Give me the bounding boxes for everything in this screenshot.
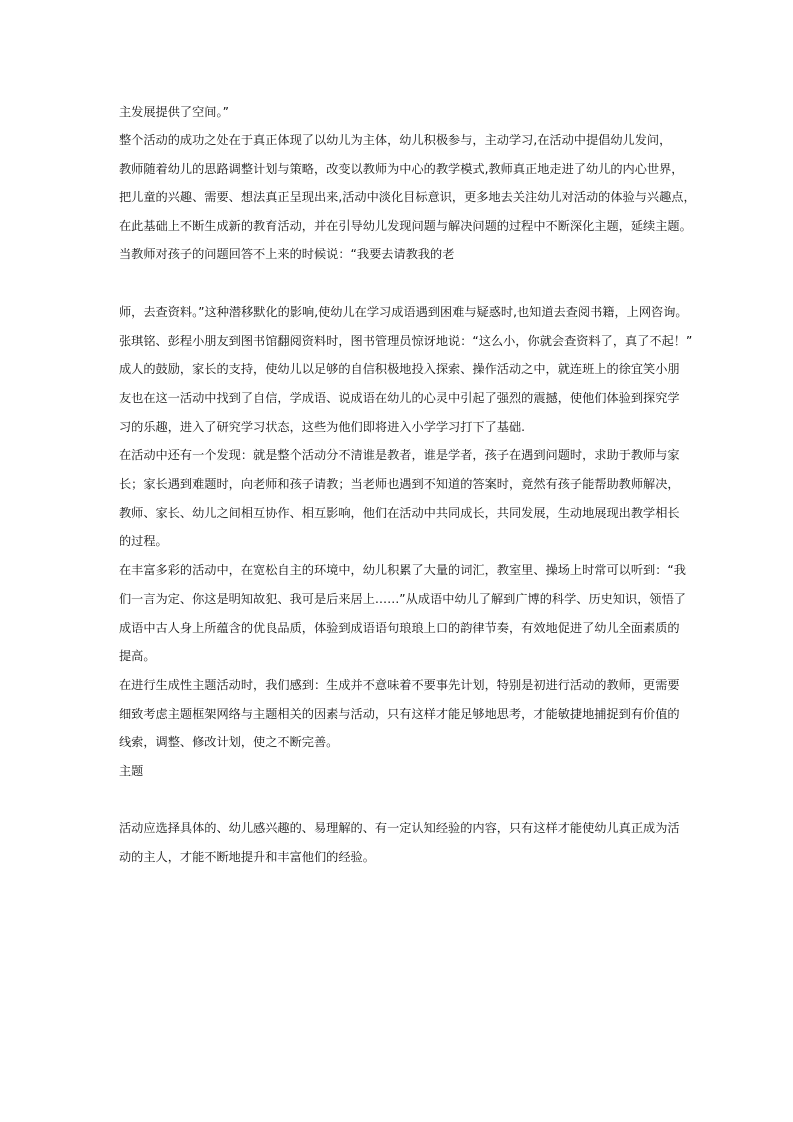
text-line: 当教师对孩子的问题回答不上来的时候说：“我要去请教我的老 xyxy=(119,247,455,261)
text-line: 整个活动的成功之处在于真正体现了以幼儿为主体，幼儿积极参与，主动学习,在活动中提倡幼儿发问， xyxy=(119,133,672,147)
text-line: 们一言为定、你这是明知故犯、我可是后来居上……”从成语中幼儿了解到广博的科学、历史知识，领悟了 xyxy=(119,592,686,606)
text-line: 细致考虑主题框架网络与主题相关的因素与活动，只有这样才能足够地思考，才能敏捷地捕捉到有价值的 xyxy=(119,707,680,721)
text-line: 师，去查资料。”这种潜移默化的影响,使幼儿在学习成语遇到困难与疑惑时,也知道去查阅书籍，上网咨询。 xyxy=(119,305,688,319)
text-line: 长；家长遇到难题时，向老师和孩子请教；当老师也遇到不知道的答案时，竟然有孩子能帮助教师解决， xyxy=(119,477,680,491)
text-line: 主题 xyxy=(119,764,144,778)
text-line: 线索，调整、修改计划，使之不断完善。 xyxy=(119,735,339,749)
text-line: 活动应选择具体的、幼儿感兴趣的、易理解的、有一定认知经验的内容，只有这样才能使幼儿真正成为活 xyxy=(119,821,680,835)
text-line: 主发展提供了空间。” xyxy=(119,105,229,119)
text-line: 在进行生成性主题活动时，我们感到：生成并不意味着不要事先计划，特别是初进行活动的教师，更需要 xyxy=(119,678,680,692)
text-line: 习的乐趣，进入了研究学习状态，这些为他们即将进入小学学习打下了基础. xyxy=(119,420,526,434)
text-line: 成语中古人身上所蕴含的优良品质，体验到成语语句琅琅上口的韵律节奏，有效地促进了幼儿全面素质的 xyxy=(119,621,680,635)
text-line: 教师随着幼儿的思路调整计划与策略，改变以教师为中心的教学模式,教师真正地走进了幼儿的内心世界， xyxy=(119,162,684,176)
text-line: 成人的鼓励，家长的支持，使幼儿以足够的自信积极地投入探索、操作活动之中，就连班上的徐宜笑小朋 xyxy=(119,362,680,376)
text-line: 的过程。 xyxy=(119,534,168,548)
text-line: 张琪铭、彭程小朋友到图书馆翻阅资料时，图书管理员惊讶地说：“这么小，你就会查资料了，真了不起！” xyxy=(119,334,693,348)
text-line: 把儿童的兴趣、需要、想法真正呈现出来,活动中淡化目标意识，更多地去关注幼儿对活动的体验与兴趣点， xyxy=(119,190,696,204)
text-line: 在丰富多彩的活动中，在宽松自主的环境中，幼儿积累了大量的词汇，教室里、操场上时常可以听到：“我 xyxy=(119,563,686,577)
text-line: 教师、家长、幼儿之间相互协作、相互影响，他们在活动中共同成长，共同发展，生动地展现出教学相长 xyxy=(119,506,680,520)
text-line: 动的主人，才能不断地提升和丰富他们的经验。 xyxy=(119,850,375,864)
text-line: 提高。 xyxy=(119,649,156,663)
text-line: 在活动中还有一个发现：就是整个活动分不清谁是教者，谁是学者，孩子在遇到问题时，求助于教师与家 xyxy=(119,448,680,462)
text-line: 友也在这一活动中找到了自信，学成语、说成语在幼儿的心灵中引起了强烈的震撼，使他们体验到探究学 xyxy=(119,391,680,405)
text-line: 在此基础上不断生成新的教育活动，并在引导幼儿发现问题与解决问题的过程中不断深化主题，延续主题。 xyxy=(119,219,692,233)
